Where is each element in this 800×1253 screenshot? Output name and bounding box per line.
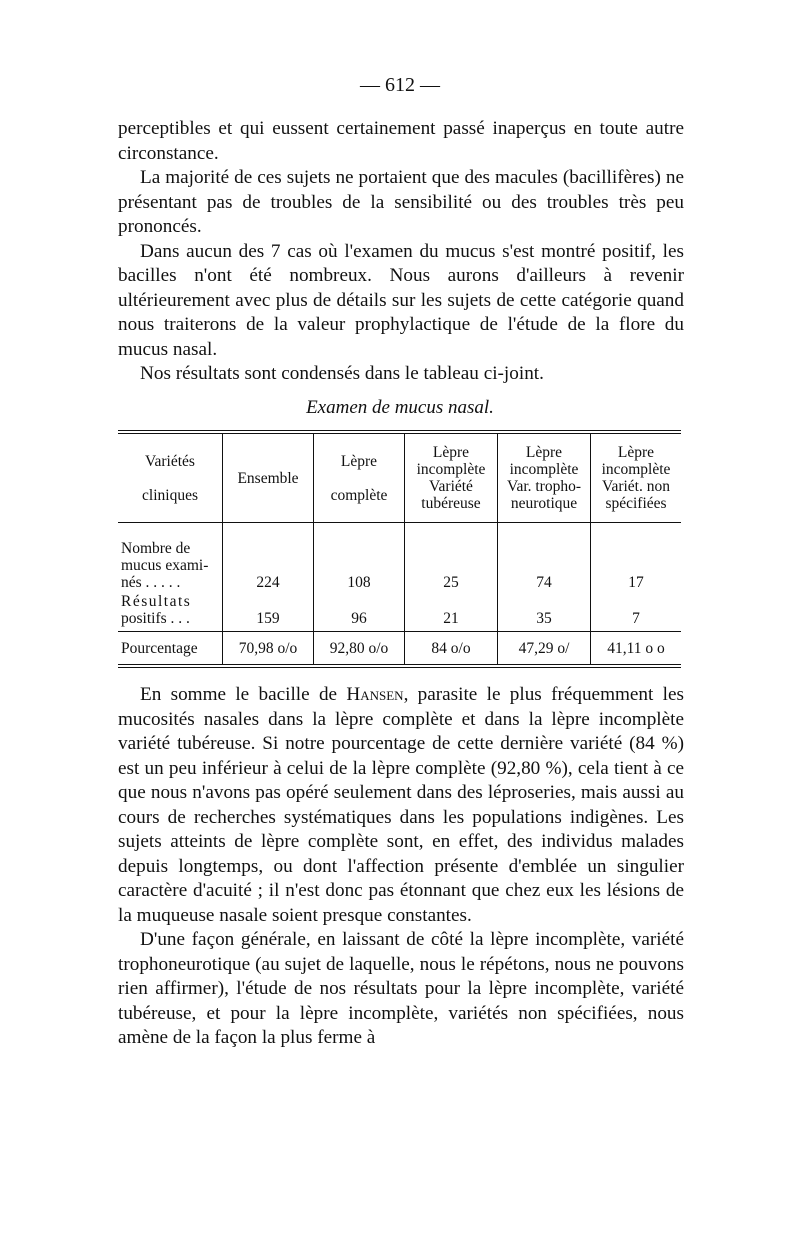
row-label-positifs: Résultats positifs . . . — [121, 593, 192, 627]
header-varietes-cliniques: Variétés cliniques — [118, 432, 223, 523]
cell-pourcentage-tropho: 47,29 o/ — [498, 632, 591, 667]
header-lepre-non-specifiees: Lèpre incomplète Variét. non spécifiées — [591, 432, 682, 523]
cell-positifs-tubereuse: 21 — [405, 593, 498, 632]
cell-pourcentage-complete: 92,80 o/o — [314, 632, 405, 667]
table-caption: Examen de mucus nasal. — [306, 397, 494, 418]
paragraph-majorite: La majorité de ces sujets ne portaient que des macules (bacillifères) ne présentant pas de troubles de la sensibilité ou des troubles très peu prononcés. — [118, 167, 684, 237]
body-text-bottom — [118, 683, 684, 1051]
header-lepre-complete: Lèpre complète — [314, 432, 405, 523]
header-ensemble: Ensemble — [223, 432, 314, 523]
header-lepre-trophoneurotique: Lèpre incomplète Var. tropho- neurotique — [498, 432, 591, 523]
mucus-results-table — [118, 430, 681, 668]
table-row-pourcentage — [118, 632, 681, 667]
page-number: — 612 — — [360, 74, 440, 96]
paragraph-resultats: Nos résultats sont condensés dans le tableau ci-joint. — [140, 363, 544, 384]
paragraph-sept-cas: Dans aucun des 7 cas où l'examen du mucus s'est montré positif, les bacilles n'ont été nombreux. Nous aurons d'ailleurs à revenir ultérieurement avec plus de détails sur les sujets de cette catégorie quand nous traiterons de la valeur prophylactique de l'étude de la flore du mucus nasal. — [118, 240, 684, 360]
row-label-pourcentage: Pourcentage — [118, 632, 223, 667]
author-name-hansen: Hansen — [346, 684, 404, 705]
cell-positifs-tropho: 35 — [498, 593, 591, 632]
paragraph-en-somme: En somme le bacille de Hansen, parasite le plus fréquemment les mucosités nasales dans la lèpre complète et dans la lèpre incomplète variété tubéreuse. Si notre pourcentage de cette dernière variété (84 %) est un peu inférieur à celui de la lèpre complète (92,80 %), cela tient à ce que nous n'avons pas opéré seulement dans des léproseries, mais aussi au cours de recherches systématiques dans les populations indigènes. Les sujets atteints de lèpre complète sont, en effet, des individus malades depuis longtemps, ou dont l'affection présente d'emblée un singulier caractère d'acuité ; il n'est donc pas étonnant que chez eux les lésions de la muqueuse nasale soient presque constantes. — [118, 684, 684, 926]
cell-examines-tropho: 74 — [498, 523, 591, 594]
paragraph-continued: perceptibles et qui eussent certainement passé inaperçus en toute autre circonstance. — [118, 118, 684, 164]
cell-positifs-non-spec: 7 — [591, 593, 682, 632]
cell-pourcentage-non-spec: 41,11 o o — [591, 632, 682, 667]
cell-examines-non-spec: 17 — [591, 523, 682, 594]
cell-examines-complete: 108 — [314, 523, 405, 594]
table-header-row — [118, 432, 681, 523]
header-lepre-tubereuse: Lèpre incomplète Variété tubéreuse — [405, 432, 498, 523]
paragraph-facon-generale: D'une façon générale, en laissant de côté la lèpre incomplète, variété trophoneurotique (au sujet de laquelle, nous le répétons, nous ne pouvons rien affirmer), l'étude de nos résultats pour la lèpre incomplète, variété tubéreuse, et pour la lèpre incomplète, variétés non spécifiées, nous amène de la façon la plus ferme à — [118, 929, 684, 1048]
cell-pourcentage-tubereuse: 84 o/o — [405, 632, 498, 667]
table-row-examines — [118, 523, 681, 594]
cell-pourcentage-ensemble: 70,98 o/o — [223, 632, 314, 667]
cell-positifs-complete: 96 — [314, 593, 405, 632]
cell-examines-tubereuse: 25 — [405, 523, 498, 594]
table-row-positifs — [118, 593, 681, 632]
cell-positifs-ensemble: 159 — [223, 593, 314, 632]
body-text-top — [118, 117, 684, 387]
cell-examines-ensemble: 224 — [223, 523, 314, 594]
row-label-examines: Nombre de mucus exami- nés . . . . . — [121, 540, 209, 591]
